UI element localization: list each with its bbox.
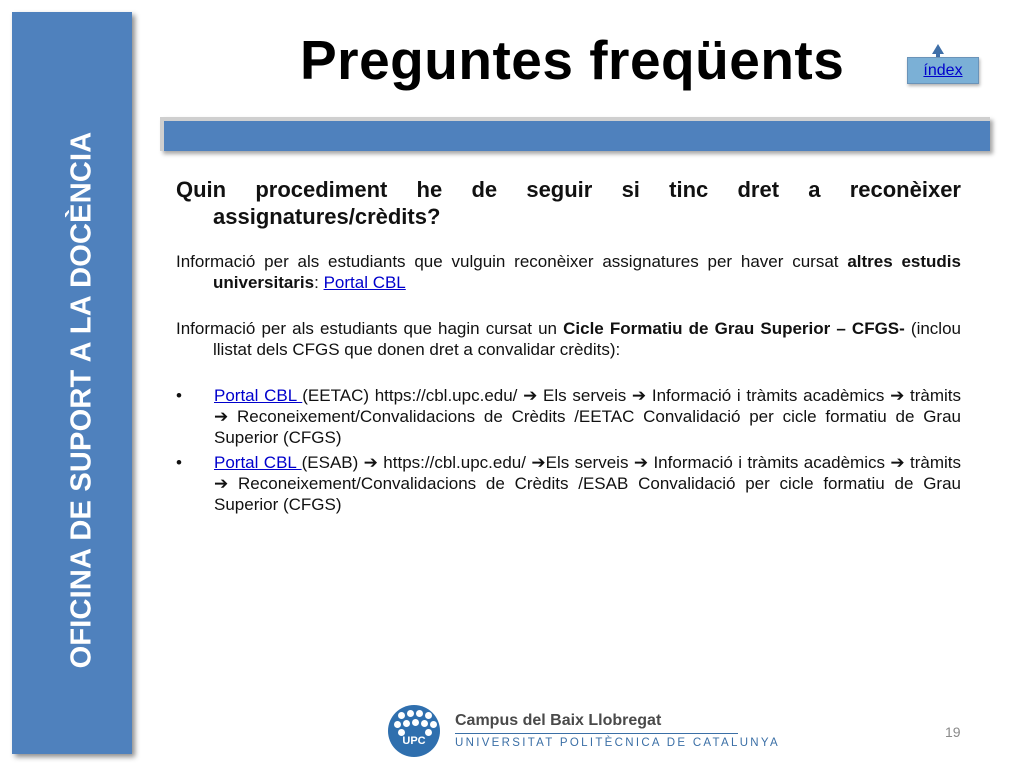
logo-dot bbox=[416, 710, 423, 717]
page-number: 19 bbox=[945, 724, 961, 740]
portal-cbl-eetac-link[interactable]: Portal CBL bbox=[214, 386, 303, 405]
para2-rest: (inclou llistat dels CFGS que donen dret a convalidar crèdits): bbox=[213, 319, 961, 359]
question-heading: Quin procediment he de seguir si tinc dret a reconèixer assignatures/crèdits? bbox=[176, 177, 961, 229]
info-paragraph-1 bbox=[176, 251, 961, 293]
bullet-text: (EETAC) https://cbl.upc.edu/ ➔ Els serveis ➔ Informació i tràmits acadèmics ➔ tràmits ➔ Reconeixement/Convalidacions de Crèdits /EETAC Convalidació per cicle formatiu de Grau Superior (CFGS) bbox=[214, 386, 962, 447]
page-title: Preguntes freqüents bbox=[300, 29, 845, 91]
list-item bbox=[176, 385, 961, 448]
campus-name: Campus del Baix Llobregat bbox=[455, 712, 662, 729]
bullet-text: (ESAB) ➔ https://cbl.upc.edu/ ➔Els serveis ➔ Informació i tràmits acadèmics ➔ tràmits ➔ Reconeixement/Convalidacions de Crèdits /ESAB Convalidació per cicle formatiu de Grau Superior (CFGS) bbox=[214, 453, 961, 514]
logo-dot bbox=[394, 721, 401, 728]
para2-bold: Cicle Formatiu de Grau Superior – CFGS- bbox=[563, 319, 905, 338]
university-name: UNIVERSITAT POLITÈCNICA DE CATALUNYA bbox=[455, 737, 780, 749]
sidebar-panel bbox=[12, 12, 132, 754]
header-bar bbox=[160, 117, 990, 151]
sidebar-label: OFICINA DE SUPORT A LA DOCÈNCIA bbox=[65, 131, 98, 669]
para1-text: Informació per als estudiants que vulguin reconèixer assignatures per haver cursat bbox=[176, 252, 848, 271]
logo-dot bbox=[425, 712, 432, 719]
bullet-marker: • bbox=[176, 453, 182, 472]
index-button[interactable] bbox=[907, 57, 979, 84]
logo-dot bbox=[407, 710, 414, 717]
logo-text: UPC bbox=[402, 735, 426, 747]
upc-logo bbox=[388, 705, 440, 757]
para1-sep: : bbox=[314, 273, 324, 292]
list-item bbox=[176, 452, 961, 515]
main-content bbox=[176, 176, 961, 519]
logo-dot bbox=[430, 721, 437, 728]
footer-divider bbox=[455, 733, 738, 734]
para1-bold: altres estudis universitaris bbox=[213, 252, 961, 292]
portal-cbl-link[interactable]: Portal CBL bbox=[323, 273, 406, 292]
info-paragraph-2 bbox=[176, 318, 961, 360]
para2-text: Informació per als estudiants que hagin cursat un bbox=[176, 319, 564, 338]
bullet-list bbox=[176, 385, 961, 515]
logo-dot bbox=[421, 720, 428, 727]
logo-dot bbox=[398, 712, 405, 719]
logo-dot bbox=[403, 720, 410, 727]
index-link[interactable]: índex bbox=[923, 61, 963, 79]
portal-cbl-esab-link[interactable]: Portal CBL bbox=[214, 453, 302, 472]
bullet-marker: • bbox=[176, 386, 182, 405]
logo-dot bbox=[412, 719, 419, 726]
